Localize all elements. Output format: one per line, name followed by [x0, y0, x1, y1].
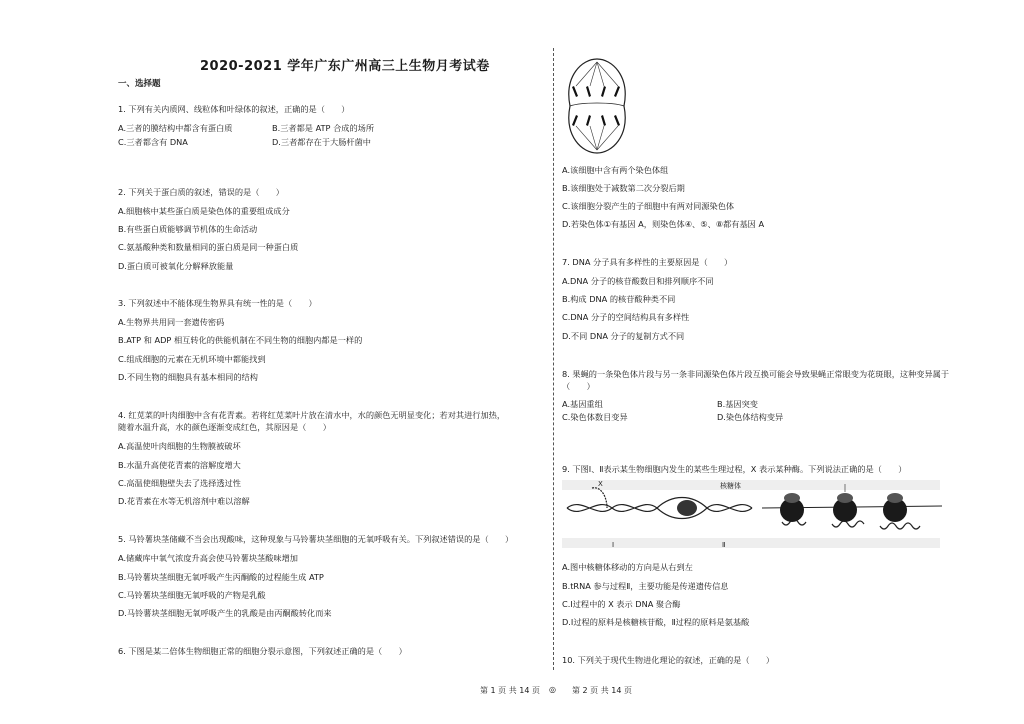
q3-option-d: D.不同生物的细胞具有基本相同的结构	[118, 372, 258, 382]
q8-option-a: A.基因重组	[562, 399, 603, 409]
q9-option-a: A.图中核糖体移动的方向是从右到左	[562, 562, 693, 572]
q7-stem: 7. DNA 分子具有多样性的主要原因是（ ）	[562, 257, 733, 267]
q5-option-d: D.马铃薯块茎细胞无氧呼吸产生的乳酸是由丙酮酸转化而来	[118, 608, 332, 618]
q8-stem-line1: 8. 果蝇的一条染色体片段与另一条非同源染色体片段互换可能会导致果蝇正常眼变为花斑眼，这种变异属于	[562, 369, 950, 379]
figure-label-process-1: Ⅰ	[612, 541, 615, 549]
q6-stem: 6. 下图是某二倍体生物细胞正常的细胞分裂示意图，下列叙述正确的是（ ）	[118, 646, 407, 656]
footer-separator: ◎	[549, 685, 556, 694]
q8-option-b: B.基因突变	[717, 399, 758, 409]
q10-stem: 10. 下列关于现代生物进化理论的叙述，正确的是（ ）	[562, 655, 775, 665]
q8-stem-line2: （ ）	[562, 381, 595, 391]
q7-option-a: A.DNA 分子的核苷酸数目和排列顺序不同	[562, 276, 714, 286]
q6-option-a: A.该细胞中含有两个染色体组	[562, 165, 669, 175]
q8-option-c: C.染色体数目变异	[562, 412, 628, 422]
exam-title: 2020-2021 学年广东广州高三上生物月考试卷	[200, 59, 490, 74]
q4-option-c: C.高温使细胞壁失去了选择透过性	[118, 478, 241, 488]
figure-label-ribosome: 核糖体	[720, 482, 741, 490]
q2-option-d: D.蛋白质可被氧化分解释放能量	[118, 261, 234, 271]
q9-option-b: B.tRNA 参与过程Ⅱ，主要功能是传递遗传信息	[562, 581, 729, 591]
q4-stem-line2: 随着水温升高，水的颜色逐渐变成红色，其原因是（ ）	[118, 422, 331, 432]
q3-option-c: C.组成细胞的元素在无机环境中都能找到	[118, 354, 266, 364]
q1-option-a: A.三者的膜结构中都含有蛋白质	[118, 123, 233, 133]
q1-stem: 1. 下列有关内质网、线粒体和叶绿体的叙述，正确的是（ ）	[118, 104, 350, 114]
section-heading: 一、选择题	[118, 79, 161, 89]
q5-stem: 5. 马铃薯块茎储藏不当会出现酸味，这种现象与马铃薯块茎细胞的无氧呼吸有关。下列叙述错误的是（ ）	[118, 534, 514, 544]
q3-stem: 3. 下列叙述中不能体现生物界具有统一性的是（ ）	[118, 298, 317, 308]
q6-option-d: D.若染色体①有基因 A，则染色体④、⑤、⑧都有基因 A	[562, 219, 765, 229]
q5-option-a: A.储藏库中氧气浓度升高会使马铃薯块茎酸味增加	[118, 553, 298, 563]
q2-option-a: A.细胞核中某些蛋白质是染色体的重要组成成分	[118, 206, 290, 216]
figure-drawing	[562, 478, 942, 552]
q8-option-d: D.染色体结构变异	[717, 412, 784, 422]
footer-page-left: 第 1 页 共 14 页	[480, 686, 540, 695]
q4-option-b: B.水温升高使花青素的溶解度增大	[118, 460, 241, 470]
q9-stem: 9. 下图Ⅰ、Ⅱ表示某生物细胞内发生的某些生理过程，X 表示某种酶。下列说法正确的是（ ）	[562, 464, 907, 474]
q6-option-c: C.该细胞分裂产生的子细胞中有两对同源染色体	[562, 201, 735, 211]
footer-page-right: 第 2 页 共 14 页	[572, 686, 632, 695]
q1-option-c: C.三者都含有 DNA	[118, 137, 188, 147]
q3-option-b: B.ATP 和 ADP 相互转化的供能机制在不同生物的细胞内都是一样的	[118, 335, 363, 345]
q5-option-b: B.马铃薯块茎细胞无氧呼吸产生丙酮酸的过程能生成 ATP	[118, 572, 324, 582]
q7-option-d: D.不同 DNA 分子的复制方式不同	[562, 331, 685, 341]
figure-label-process-2: Ⅱ	[722, 541, 726, 549]
q1-option-b: B.三者都是 ATP 合成的场所	[272, 123, 375, 133]
figure-label-x: X	[598, 480, 603, 488]
q4-option-d: D.花青素在水等无机溶剂中难以溶解	[118, 496, 250, 506]
q2-stem: 2. 下列关于蛋白质的叙述，错误的是（ ）	[118, 187, 284, 197]
q7-option-c: C.DNA 分子的空间结构具有多样性	[562, 312, 690, 322]
transcription-translation-figure	[562, 478, 942, 552]
cell-division-figure	[562, 56, 632, 156]
q1-option-d: D.三者都存在于大肠杆菌中	[272, 137, 371, 147]
q2-option-b: B.有些蛋白质能够调节机体的生命活动	[118, 224, 258, 234]
q7-option-b: B.构成 DNA 的核苷酸种类不同	[562, 294, 676, 304]
q4-option-a: A.高温使叶肉细胞的生物膜被破坏	[118, 441, 241, 451]
q9-option-d: D.Ⅰ过程的原料是核糖核苷酸，Ⅱ过程的原料是氨基酸	[562, 617, 750, 627]
q3-option-a: A.生物界共用同一套遗传密码	[118, 317, 225, 327]
q4-stem-line1: 4. 红苋菜的叶肉细胞中含有花青素。若将红苋菜叶片放在清水中，水的颜色无明显变化；若对其进行加热，	[118, 410, 506, 420]
q9-option-c: C.Ⅰ过程中的 X 表示 DNA 聚合酶	[562, 599, 681, 609]
page-divider	[553, 48, 554, 670]
q6-option-b: B.该细胞处于减数第二次分裂后期	[562, 183, 685, 193]
q2-option-c: C.氨基酸种类和数量相同的蛋白质是同一种蛋白质	[118, 242, 299, 252]
q5-option-c: C.马铃薯块茎细胞无氧呼吸的产物是乳酸	[118, 590, 266, 600]
